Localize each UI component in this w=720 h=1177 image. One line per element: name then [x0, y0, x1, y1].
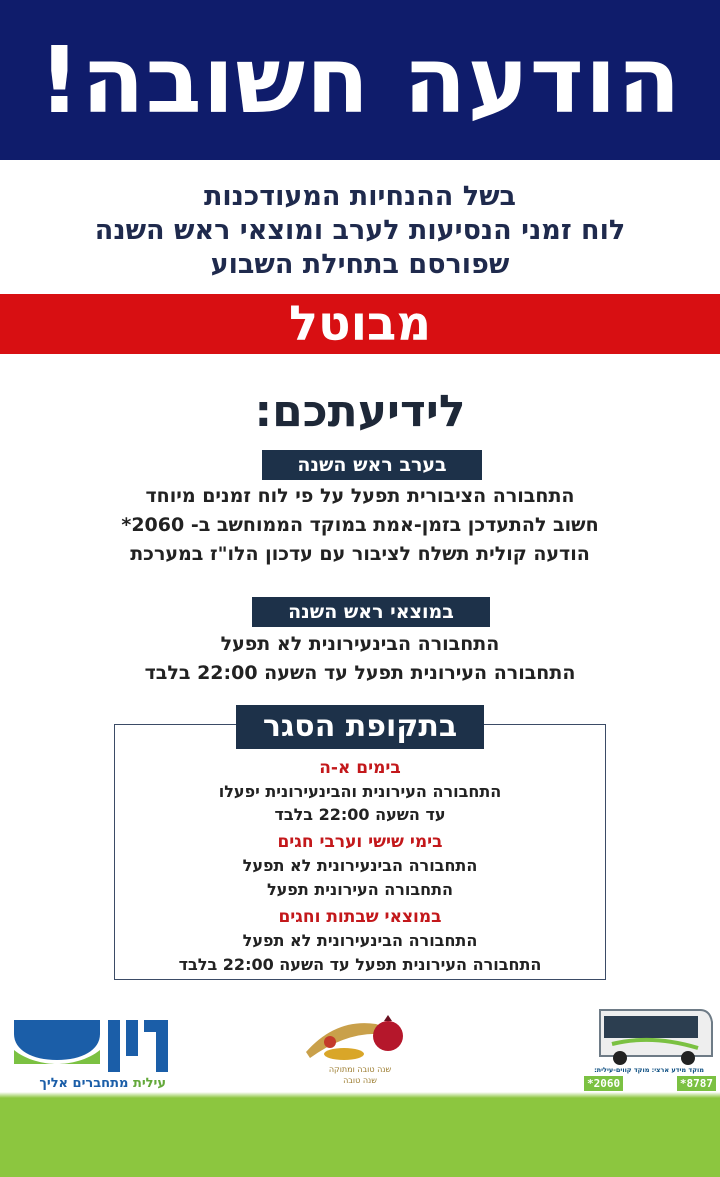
- friday-title: בימי שישי וערבי חגים: [277, 832, 443, 852]
- weekdays-line-2: עד השעה 22:00 בלבד: [274, 805, 446, 824]
- erev-line-3: הודעה קולית תשלח לציבור עם עדכון הלו"ז במערכת: [130, 543, 590, 565]
- cancelled-label: מבוטל: [288, 296, 432, 352]
- weekdays-title: בימים א-ה: [319, 758, 401, 778]
- national-hotline-number[interactable]: *8787: [677, 1076, 716, 1091]
- motzei-tag: במוצאי ראש השנה: [252, 597, 490, 627]
- weekdays-line-1: התחבורה העירונית והבינעירונית יפעלו: [218, 782, 502, 801]
- kavim-hotline-label: מוקד קווים-עילית:: [594, 1066, 650, 1074]
- page-title: הודעה חשובה!: [38, 26, 682, 134]
- erev-line-2: חשוב להתעדכן בזמן-אמת במוקד הממוחשב ב- 2060*: [121, 514, 599, 536]
- erev-tag: בערב ראש השנה: [262, 450, 482, 480]
- closure-tag: בתקופת הסגר: [236, 705, 484, 749]
- bus-icon: [592, 1004, 714, 1066]
- header-banner: [0, 0, 720, 160]
- logo-word: עילית: [132, 1076, 166, 1091]
- cancelled-banner: [0, 294, 720, 354]
- hotline-numbers: [584, 1076, 716, 1091]
- kavim-hotline-number[interactable]: *2060: [584, 1076, 623, 1091]
- friday-line-2: התחבורה העירונית תפעל: [266, 880, 454, 899]
- intro-line-2: לוח זמני הנסיעות לערב ומוצאי ראש השנה: [94, 215, 626, 246]
- intro-line-1: בשל ההנחיות המעודכנות: [203, 181, 517, 212]
- saturday-title: במוצאי שבתות וחגים: [278, 907, 442, 927]
- erev-line-1: התחבורה הציבורית תפעל על פי לוח זמנים מיוחד: [145, 485, 575, 507]
- holiday-caption-2: שנה טובה: [343, 1076, 377, 1085]
- logo-slogan: מתחברים אליך: [39, 1076, 129, 1091]
- hotline-labels: [582, 1066, 716, 1074]
- saturday-line-2: התחבורה העירונית תפעל עד השעה 22:00 בלבד: [178, 955, 542, 974]
- kavim-logo: [10, 1014, 172, 1094]
- national-hotline-label: מוקד מידע ארצי:: [651, 1066, 704, 1074]
- logo-caption: [39, 1076, 166, 1091]
- intro-line-3: שפורסם בתחילת השבוע: [210, 249, 510, 280]
- holiday-caption: [300, 1064, 420, 1086]
- fyi-heading: לידיעתכם:: [254, 386, 466, 437]
- saturday-line-1: התחבורה הבינעירונית לא תפעל: [242, 931, 478, 950]
- footer-green-bar: [0, 1098, 720, 1177]
- kavim-logo-icon: [10, 1014, 172, 1076]
- motzei-paragraph: [0, 630, 720, 688]
- erev-paragraph: [0, 482, 720, 569]
- holiday-caption-1: שנה טובה ומתוקה: [328, 1065, 392, 1074]
- motzei-line-2: התחבורה העירונית תפעל עד השעה 22:00 בלבד: [144, 662, 576, 684]
- friday-line-1: התחבורה הבינעירונית לא תפעל: [242, 856, 478, 875]
- shofar-pomegranate-icon: [300, 1012, 420, 1068]
- motzei-line-1: התחבורה הבינעירונית לא תפעל: [220, 633, 500, 655]
- intro-text: [0, 180, 720, 282]
